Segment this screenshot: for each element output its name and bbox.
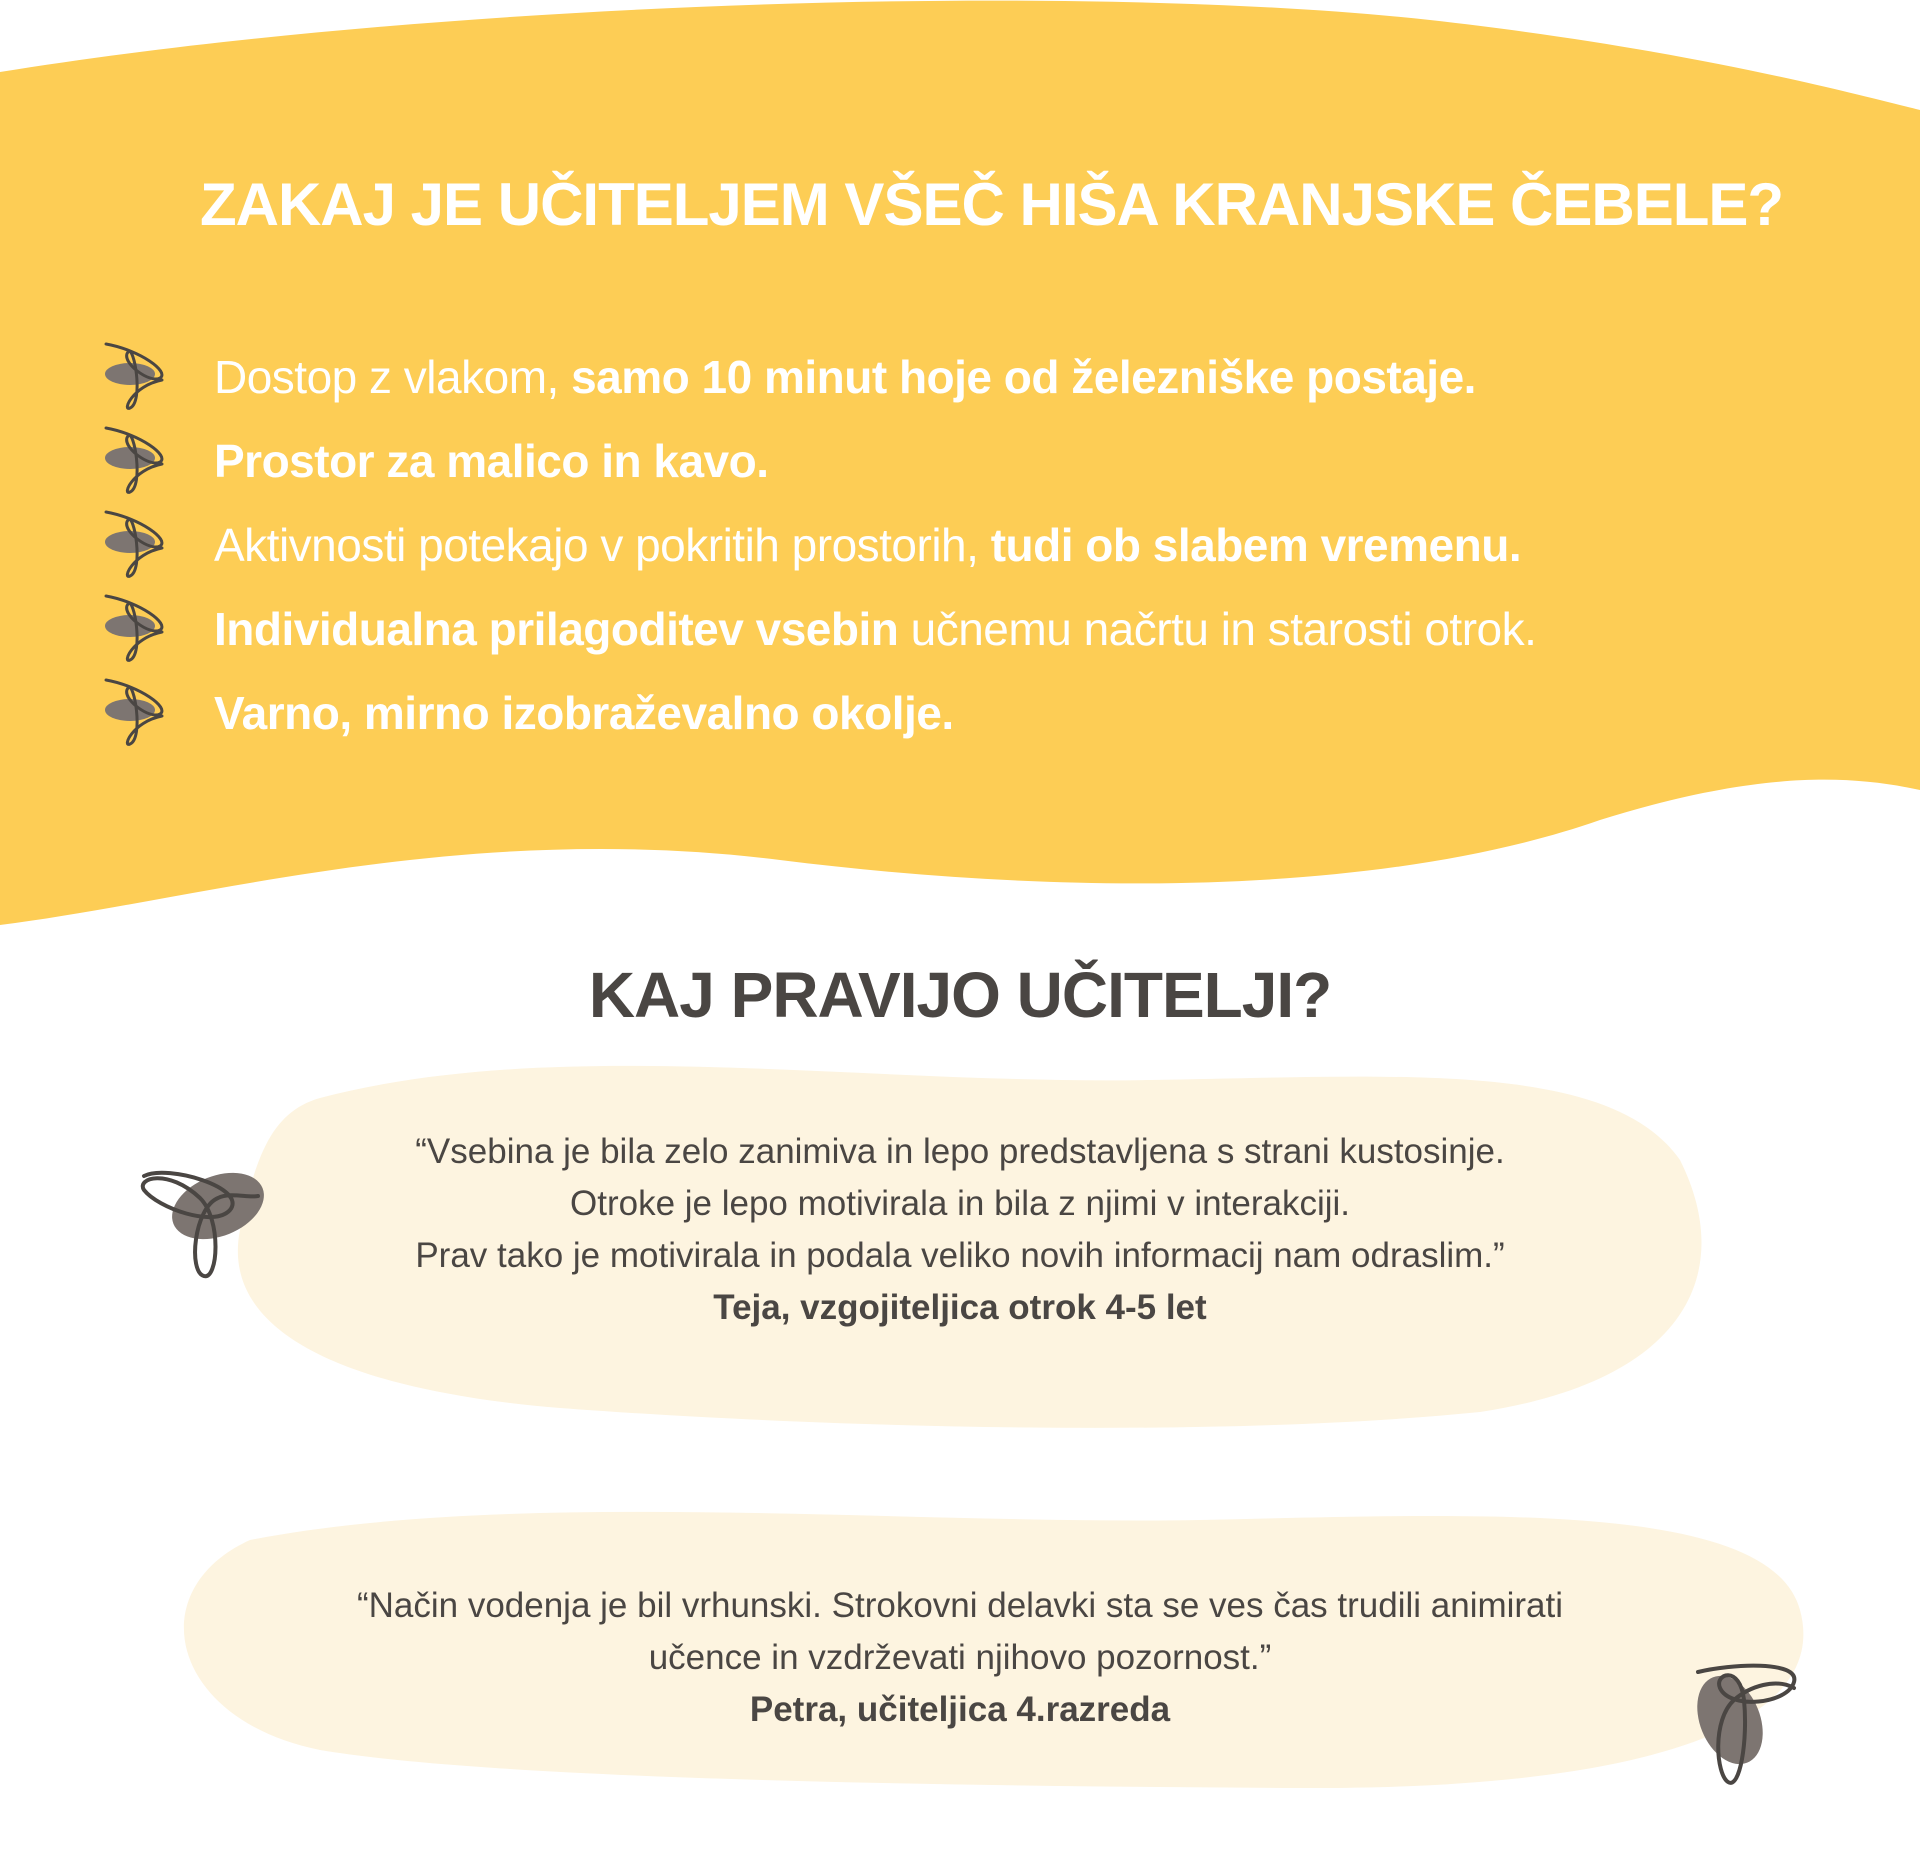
bee-icon — [138, 1168, 268, 1280]
feature-text: Prostor za malico in kavo. — [214, 435, 769, 487]
feature-text: Varno, mirno izobraževalno okolje. — [214, 687, 954, 739]
testimonials-heading: KAJ PRAVIJO UČITELJI? — [588, 959, 1332, 1031]
feature-item — [100, 587, 1536, 671]
testimonial-quote: “Vsebina je bila zelo zanimiva in lepo predstavljena s strani kustosinje. Otroke je lepo motivirala in bila z njimi v interakciji. Prav tako je motivirala in podala veliko novih informacij nam odraslim.” Teja, vzgojiteljica otrok 4-5 let — [260, 1126, 1660, 1334]
bee-icon — [100, 342, 170, 412]
feature-item — [100, 419, 1536, 503]
bee-icon — [100, 678, 170, 748]
bee-icon — [100, 594, 170, 664]
testimonial-author: Teja, vzgojiteljica otrok 4-5 let — [713, 1288, 1207, 1327]
testimonial-quote: “Način vodenja je bil vrhunski. Strokovni delavki sta se ves čas trudili animirati učence in vzdrževati njihovo pozornost.” Petra, učiteljica 4.razreda — [200, 1580, 1720, 1736]
feature-text: Individualna prilagoditev vsebin učnemu načrtu in starosti otrok. — [214, 603, 1537, 655]
page-title: ZAKAJ JE UČITELJEM VŠEČ HIŠA KRANJSKE ČEBELE? — [200, 171, 1784, 238]
feature-item — [100, 671, 1536, 755]
bee-icon — [1690, 1660, 1800, 1790]
feature-text: Aktivnosti potekajo v pokritih prostorih, tudi ob slabem vremenu. — [214, 519, 1522, 571]
testimonial-author: Petra, učiteljica 4.razreda — [749, 1690, 1171, 1729]
feature-list — [100, 335, 1536, 755]
bee-icon — [100, 426, 170, 496]
feature-text: Dostop z vlakom, samo 10 minut hoje od železniške postaje. — [214, 351, 1476, 403]
feature-item — [100, 335, 1536, 419]
bee-icon — [100, 510, 170, 580]
feature-item — [100, 503, 1536, 587]
